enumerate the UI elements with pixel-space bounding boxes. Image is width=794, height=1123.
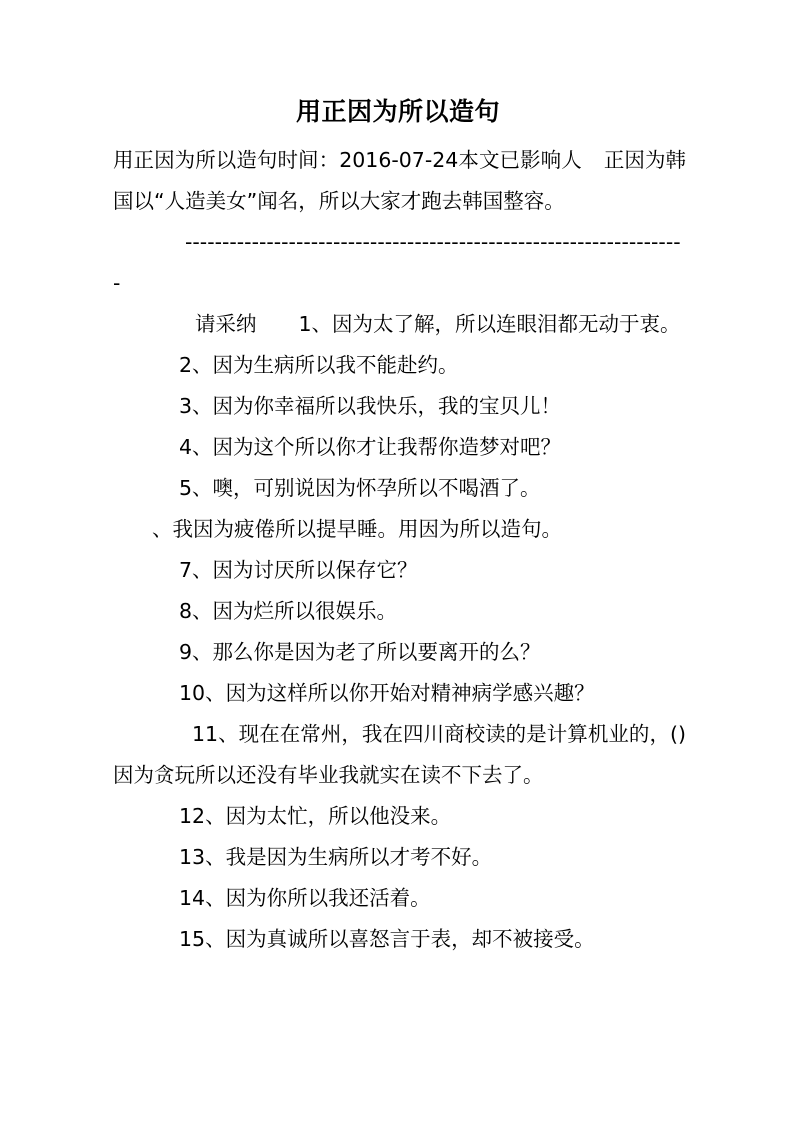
item-number: 14、 [179,886,226,910]
item-number: 5、 [179,476,213,500]
item-number: 8、 [179,599,213,623]
item-text: 因为生病所以我不能赴约。 [212,353,459,377]
item-text: 那么你是因为老了所以要离开的么？ [212,640,541,664]
item-text: 我是因为生病所以才考不好。 [225,845,493,869]
item-number: 13、 [179,845,226,869]
intro-tail: 正因为韩国以“人造美女”闻名，所以大家才跑去韩国整容。 [113,148,687,213]
item-text: 现在在常州，我在四川商校读的是计算机业的，()因为贪玩所以还没有毕业我就实在读不下去了。 [113,722,686,787]
list-item [113,304,686,345]
item-text: 噢，可别说因为怀孕所以不喝酒了。 [212,476,541,500]
item-text: 因为烂所以很娱乐。 [212,599,398,623]
item-number: 、 [152,517,173,541]
item-text: 因为这样所以你开始对精神病学感兴趣？ [225,681,595,705]
intro-prefix: 用正因为所以造句时间： [113,148,340,172]
document-body [113,140,686,960]
item-text: 因为真诚所以喜怒言于表，却不被接受。 [225,927,595,951]
item-text: 因为太了解，所以连眼泪都无动于衷。 [332,312,681,336]
item-number: 4、 [179,435,213,459]
list-item [113,919,686,960]
list-item [113,591,686,632]
list-item [113,427,686,468]
list-item [113,632,686,673]
list-item [113,386,686,427]
list-item [113,550,686,591]
list-item [113,345,686,386]
intro-unit: 人 [561,148,582,172]
item-number: 15、 [179,927,226,951]
item-number: 11、 [192,722,239,746]
separator-rule [113,222,686,304]
sentence-list [113,304,686,960]
list-item [113,509,686,550]
note-label: 请采纳 [195,312,257,336]
item-text: 因为你幸福所以我快乐，我的宝贝儿！ [212,394,562,418]
item-text: 因为你所以我还活着。 [225,886,431,910]
page-title: 用正因为所以造句 [295,97,500,126]
intro-paragraph [113,140,686,222]
list-item [113,714,686,796]
list-item [113,796,686,837]
item-text: 因为这个所以你才让我帮你造梦对吧？ [212,435,562,459]
list-item [113,673,686,714]
item-number: 10、 [179,681,226,705]
item-number: 1、 [298,312,333,336]
item-number: 7、 [179,558,213,582]
item-number: 12、 [179,804,226,828]
separator-line-1: ------------------------------------------------ [185,230,541,254]
item-number: 2、 [179,353,213,377]
item-number: 9、 [179,640,213,664]
intro-date: 2016-07-24 [339,148,459,172]
list-item [113,468,686,509]
item-text: 因为讨厌所以保存它？ [212,558,418,582]
list-item [113,878,686,919]
intro-middle: 本文已影响 [458,148,562,172]
list-item [113,837,686,878]
item-text: 因为太忙，所以他没来。 [225,804,452,828]
item-number: 3、 [179,394,213,418]
separator-line-2: -------------------- [113,230,681,295]
item-text: 我因为疲倦所以提早睡。用因为所以造句。 [172,517,562,541]
